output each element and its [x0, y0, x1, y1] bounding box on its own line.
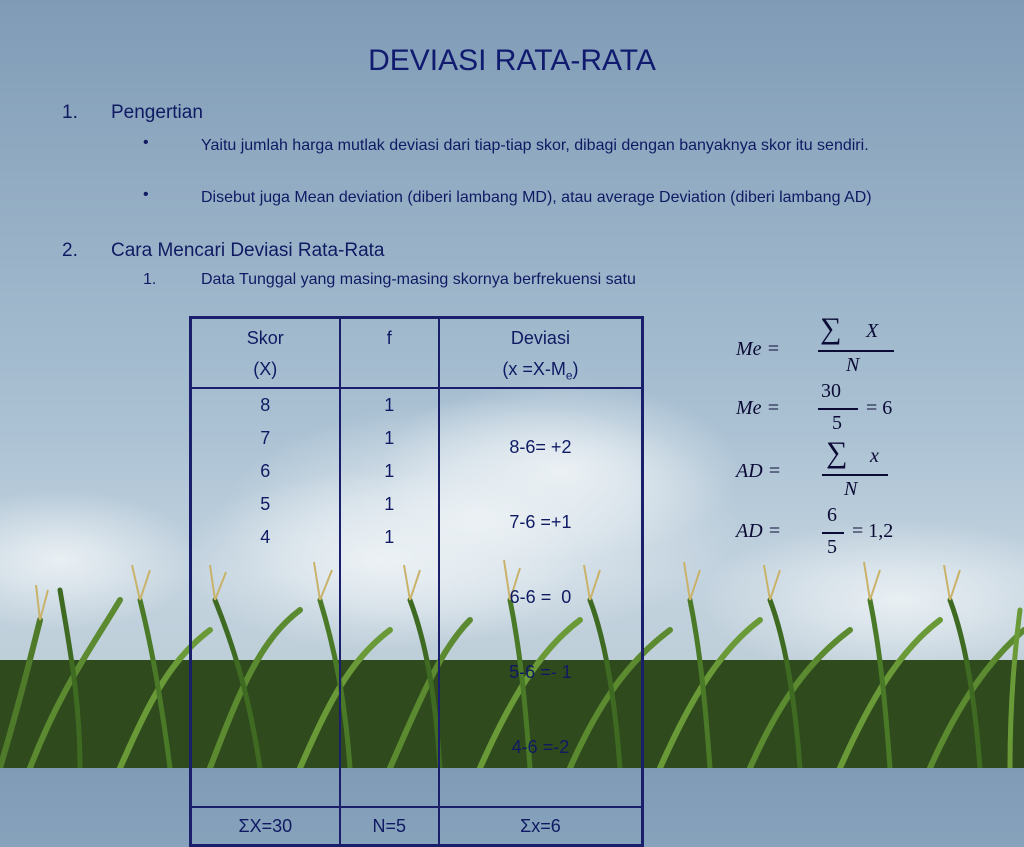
skor-value: 8	[260, 395, 271, 415]
formula-2-lhs: Me =	[736, 397, 781, 419]
skor-value: 6	[260, 461, 271, 481]
header-deviasi	[439, 318, 643, 389]
deviasi-value: 8-6= +2	[509, 437, 572, 457]
table-header-row	[191, 318, 643, 389]
bullet-2-text: Disebut juga Mean deviation (diberi lambang MD), atau average Deviation (diberi lambang AD)	[201, 189, 872, 206]
formula-1-numerator: X	[866, 320, 879, 342]
total-deviasi: Σx=6	[439, 807, 643, 846]
header-deviasi-close: )	[572, 359, 579, 379]
header-deviasi-subscript: e	[565, 368, 573, 383]
slide-title: DEVIASI RATA-RATA	[368, 44, 656, 77]
formula-4-denominator: 5	[827, 536, 837, 558]
f-column	[340, 388, 439, 807]
deviation-table	[189, 316, 644, 847]
item-1-number: 1.	[62, 102, 78, 123]
table-total-row	[191, 807, 643, 846]
f-value: 1	[384, 494, 395, 514]
bullet-1-text: Yaitu jumlah harga mutlak deviasi dari tiap-tiap skor, dibagi dengan banyaknya skor itu sendiri.	[201, 137, 869, 154]
header-deviasi-formula: (x =X-M	[502, 359, 566, 379]
formula-1-lhs: Me =	[736, 338, 781, 360]
formula-3-fraction-bar	[822, 474, 888, 476]
formula-2-numerator: 30	[821, 380, 841, 402]
header-deviasi-line2	[440, 354, 641, 385]
skor-value: 5	[260, 494, 271, 514]
header-f-line1: f	[386, 328, 392, 348]
deviasi-value: 7-6 =+1	[509, 512, 572, 532]
item-2-label: Cara Mencari Deviasi Rata-Rata	[111, 240, 385, 261]
formula-2-fraction-bar	[818, 408, 858, 410]
f-value: 1	[384, 395, 395, 415]
formula-2-denominator: 5	[832, 412, 842, 434]
deviasi-value: 4-6 =-2	[511, 737, 570, 757]
formula-1-denominator: N	[846, 354, 860, 376]
header-skor-line2: (X)	[253, 359, 278, 379]
header-deviasi-line1: Deviasi	[510, 328, 570, 348]
skor-value: 7	[260, 428, 271, 448]
formula-4-rhs: = 1,2	[852, 520, 894, 542]
formula-4-fraction-bar	[822, 532, 844, 534]
total-n: N=5	[340, 807, 439, 846]
formula-4-numerator: 6	[827, 504, 837, 526]
skor-column	[191, 388, 340, 807]
subitem-number: 1.	[143, 271, 157, 288]
formula-1-fraction-bar	[818, 350, 894, 352]
f-value: 1	[384, 527, 395, 547]
total-skor: ΣX=30	[191, 807, 340, 846]
deviasi-column	[439, 388, 643, 807]
f-value: 1	[384, 428, 395, 448]
formula-3-numerator: x	[870, 445, 879, 467]
item-2-number: 2.	[62, 240, 78, 261]
formula-2-rhs: = 6	[866, 397, 893, 419]
bullet-1-symbol: •	[143, 134, 149, 151]
header-skor-line1: Skor	[246, 328, 284, 348]
item-1-label: Pengertian	[111, 102, 203, 123]
formula-3-denominator: N	[844, 478, 858, 500]
f-value: 1	[384, 461, 395, 481]
formula-1-sigma: ∑	[820, 312, 842, 345]
deviasi-value: 5-6 =- 1	[509, 662, 572, 682]
formula-3-sigma: ∑	[826, 436, 848, 469]
bullet-2-symbol: •	[143, 186, 149, 203]
header-skor	[191, 318, 340, 389]
skor-value: 4	[260, 527, 271, 547]
header-f	[340, 318, 439, 389]
deviasi-value: 6-6 = 0	[509, 587, 572, 607]
subitem-label: Data Tunggal yang masing-masing skornya berfrekuensi satu	[201, 271, 636, 288]
table-data-row	[191, 388, 643, 807]
formula-4-lhs: AD =	[736, 520, 782, 542]
formula-3-lhs: AD =	[736, 460, 782, 482]
